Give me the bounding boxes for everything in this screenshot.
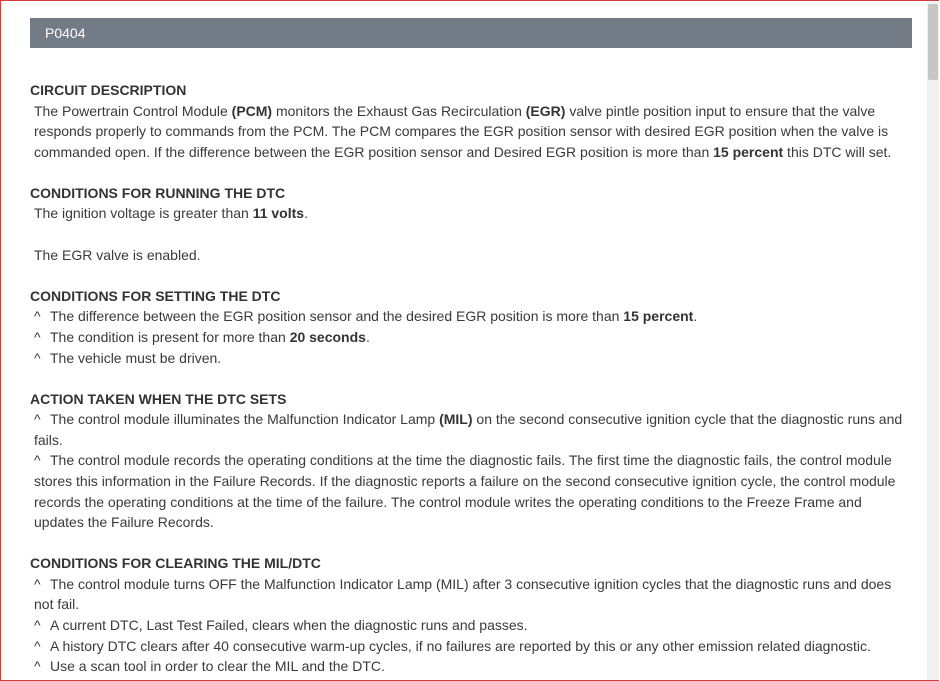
section-circuit-description [30, 80, 912, 162]
circuit-description-text [30, 101, 912, 163]
list-item [30, 450, 912, 532]
text-run: The Powertrain Control Module [34, 102, 232, 119]
text-run: . [693, 308, 698, 325]
caret-icon: ^ [34, 452, 41, 469]
text-run: The control module turns OFF the Malfunction Indicator Lamp (MIL) after 3 consecutive ignition cycles that the diagnostic runs and does not fail. [34, 575, 892, 613]
text-run: A history DTC clears after 40 consecutive warm-up cycles, if no failures are reported by this or any other emission related diagnostic. [50, 637, 871, 654]
list-item [30, 574, 912, 615]
text-run: The control module records the operating conditions at the time the diagnostic fails. The first time the diagnostic fails, the control module stores this information in the Failure Records. If the diagnostic reports a failure on the second consecutive ignition cycle, the control module records the operating conditions at the time of the failure. The control module writes the operating conditions to the Freeze Frame and updates the Failure Records. [34, 452, 896, 531]
bold-run: (EGR) [525, 102, 566, 119]
caret-icon: ^ [34, 637, 41, 654]
dtc-code-title: P0404 [45, 25, 86, 41]
text-run: The vehicle must be driven. [50, 349, 222, 366]
vertical-scrollbar[interactable] [927, 2, 939, 681]
caret-icon: ^ [34, 658, 41, 675]
caret-icon: ^ [34, 617, 41, 634]
dtc-title-bar [30, 18, 912, 48]
text-run: Use a scan tool in order to clear the MIL and the DTC. [50, 658, 385, 675]
list-item [30, 409, 912, 450]
section-running-conditions [30, 183, 912, 265]
section-clearing-conditions [30, 553, 912, 677]
text-run: A current DTC, Last Test Failed, clears when the diagnostic runs and passes. [50, 617, 528, 634]
section-action-taken [30, 389, 912, 533]
text-run: The ignition voltage is greater than [34, 205, 253, 222]
text-run: this DTC will set. [783, 143, 892, 160]
caret-icon: ^ [34, 328, 41, 345]
text-run: . [304, 205, 308, 222]
list-item [30, 636, 912, 657]
bold-run: (PCM) [231, 102, 273, 119]
document-body [30, 48, 912, 677]
caret-icon: ^ [34, 411, 41, 428]
section-setting-conditions [30, 286, 912, 368]
bold-run: 15 percent [713, 143, 784, 160]
caret-icon: ^ [34, 575, 41, 592]
list-item [30, 615, 912, 636]
spacer [30, 224, 912, 245]
section-heading: CONDITIONS FOR RUNNING THE DTC [30, 184, 286, 201]
text-run: valve pintle position input to ensure that the valve responds properly to commands from the PCM. The PCM compares the EGR position sensor with desired EGR position when the valve is commanded open. If the difference between the EGR position sensor and Desired EGR position is more than [34, 102, 889, 160]
text-run: on the second consecutive ignition cycle that the diagnostic runs and fails. [34, 411, 903, 448]
bold-run: (MIL) [439, 411, 473, 428]
caret-icon: ^ [34, 308, 41, 325]
text-run: . [365, 328, 370, 345]
caret-icon: ^ [34, 349, 41, 366]
bold-run: 20 seconds [289, 328, 366, 345]
scrollbar-thumb[interactable] [928, 4, 938, 80]
document-content [30, 18, 912, 681]
section-heading: CONDITIONS FOR CLEARING THE MIL/DTC [30, 555, 321, 572]
bold-run: 15 percent [623, 308, 694, 325]
list-item [30, 348, 912, 369]
text-run: The condition is present for more than [50, 328, 290, 345]
bold-run: 11 volts [252, 205, 305, 222]
section-heading: CONDITIONS FOR SETTING THE DTC [30, 287, 281, 304]
running-condition-voltage [30, 203, 912, 224]
text-run: monitors the Exhaust Gas Recirculation [272, 102, 526, 119]
section-heading: ACTION TAKEN WHEN THE DTC SETS [30, 390, 287, 407]
text-run: The difference between the EGR position sensor and the desired EGR position is more than [50, 308, 624, 325]
section-heading: CIRCUIT DESCRIPTION [30, 82, 187, 98]
list-item [30, 327, 912, 348]
list-item [30, 656, 912, 677]
text-run: The control module illuminates the Malfunction Indicator Lamp [50, 411, 440, 428]
running-condition-egr: The EGR valve is enabled. [34, 246, 201, 263]
list-item [30, 306, 912, 327]
